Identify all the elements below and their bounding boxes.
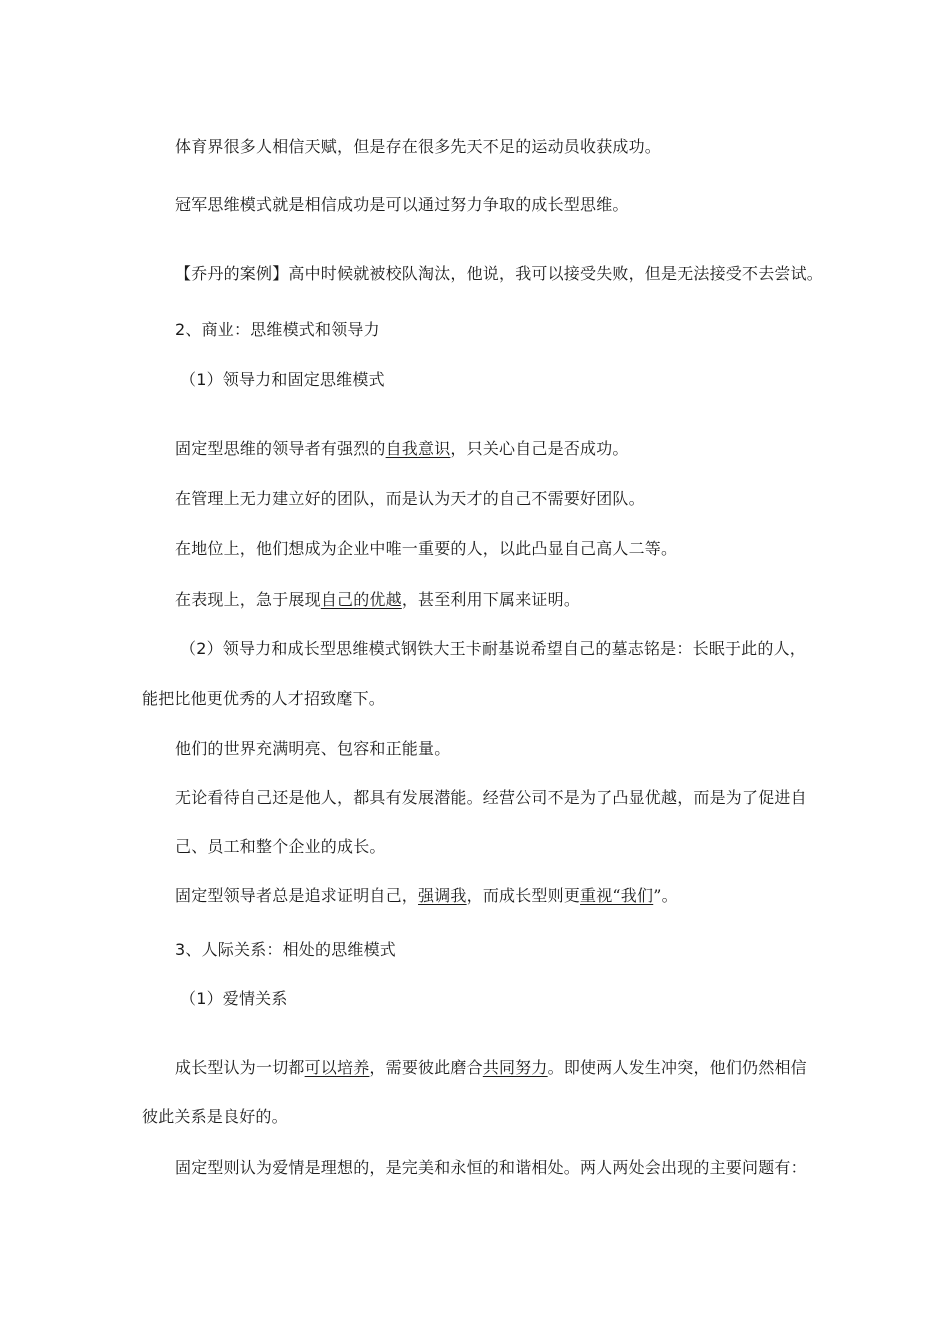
- paragraph-talent: [175, 137, 661, 157]
- text-run: ，只关心自己是否成功。: [450, 439, 629, 458]
- subheading-growth-leadership: [180, 639, 806, 659]
- text-run: ，甚至利用下属来证明。: [401, 590, 581, 609]
- paragraph-text: 固定型则认为爱情是理想的，是完美和永恒的和谐相处。两人两处会出现的主要问题有：: [175, 1158, 807, 1177]
- text-run: ，而成长型则更: [466, 886, 581, 905]
- text-run: 。即使两人发生冲突，他们仍然相信: [547, 1058, 807, 1077]
- underlined-text: 重视“我们: [580, 886, 654, 905]
- paragraph-text: 己、员工和整个企业的成长。: [175, 837, 386, 856]
- paragraph-growth-love-line1: [175, 1058, 807, 1078]
- paragraph-potential-line2: [175, 837, 386, 857]
- paragraph-growth-love-line2: [142, 1107, 288, 1127]
- subheading-fixed-leadership: [180, 370, 385, 390]
- paragraph-text: 冠军思维模式就是相信成功是可以通过努力争取的成长型思维。: [175, 195, 629, 214]
- paragraph-bright-world: [175, 739, 450, 759]
- text-run: ，需要彼此磨合: [369, 1058, 483, 1077]
- paragraph-fixed-leader: [175, 439, 629, 459]
- paragraph-champion-mindset: [175, 195, 629, 215]
- heading-number: 2: [175, 320, 186, 339]
- paragraph-text: 彼此关系是良好的。: [142, 1107, 288, 1126]
- paragraph-jordan-case: [175, 264, 823, 284]
- subheading-number: （2）: [180, 639, 223, 658]
- heading-text: 、人际关系：相处的思维模式: [185, 940, 396, 959]
- subheading-number: （1）: [180, 370, 223, 389]
- subheading-love: [180, 989, 288, 1009]
- paragraph-text: 在管理上无力建立好的团队，而是认为天才的自己不需要好团队。: [175, 489, 645, 508]
- underlined-text: 共同努力: [482, 1058, 548, 1077]
- text-run: 固定型领导者总是追求证明自己，: [175, 886, 419, 905]
- underlined-text: 强调我: [418, 886, 467, 905]
- text-run: 在表现上，急于展现: [175, 590, 321, 609]
- paragraph-carnegie-cont: [142, 689, 385, 709]
- text-run: 成长型认为一切都: [175, 1058, 305, 1077]
- paragraph-text: 他们的世界充满明亮、包容和正能量。: [175, 739, 451, 758]
- underlined-text: 自己的优越: [320, 590, 402, 609]
- paragraph-me-vs-we: [175, 886, 678, 906]
- paragraph-text: 在地位上，他们想成为企业中唯一重要的人，以此凸显自己高人二等。: [175, 539, 678, 558]
- paragraph-text: 体育界很多人相信天赋，但是存在很多先天不足的运动员收获成功。: [175, 137, 662, 156]
- paragraph-status: [175, 539, 677, 559]
- subheading-text: 领导力和固定思维模式: [222, 370, 385, 389]
- underlined-text: 自我意识: [385, 439, 451, 458]
- paragraph-fixed-love: [175, 1158, 807, 1178]
- text-run: ”。: [653, 886, 678, 905]
- paragraph-text: 【乔丹的案例】高中时候就被校队淘汰，他说，我可以接受失败，但是无法接受不去尝试。: [175, 264, 824, 283]
- heading-number: 3: [175, 940, 186, 959]
- subheading-number: （1）: [180, 989, 223, 1008]
- subheading-text: 领导力和成长型思维模式钢铁大王卡耐基说希望自己的墓志铭是：长眠于此的人，: [222, 639, 806, 658]
- heading-relationships: [175, 940, 396, 960]
- heading-business: [175, 320, 380, 340]
- paragraph-text: 能把比他更优秀的人才招致麾下。: [142, 689, 386, 708]
- subheading-text: 爱情关系: [222, 989, 288, 1008]
- heading-text: 、商业：思维模式和领导力: [185, 320, 380, 339]
- text-run: 固定型思维的领导者有强烈的: [175, 439, 386, 458]
- paragraph-potential-line1: [175, 788, 807, 808]
- paragraph-management: [175, 489, 645, 509]
- paragraph-performance: [175, 590, 580, 610]
- paragraph-text: 无论看待自己还是他人，都具有发展潜能。经营公司不是为了凸显优越，而是为了促进自: [175, 788, 807, 807]
- underlined-text: 可以培养: [304, 1058, 370, 1077]
